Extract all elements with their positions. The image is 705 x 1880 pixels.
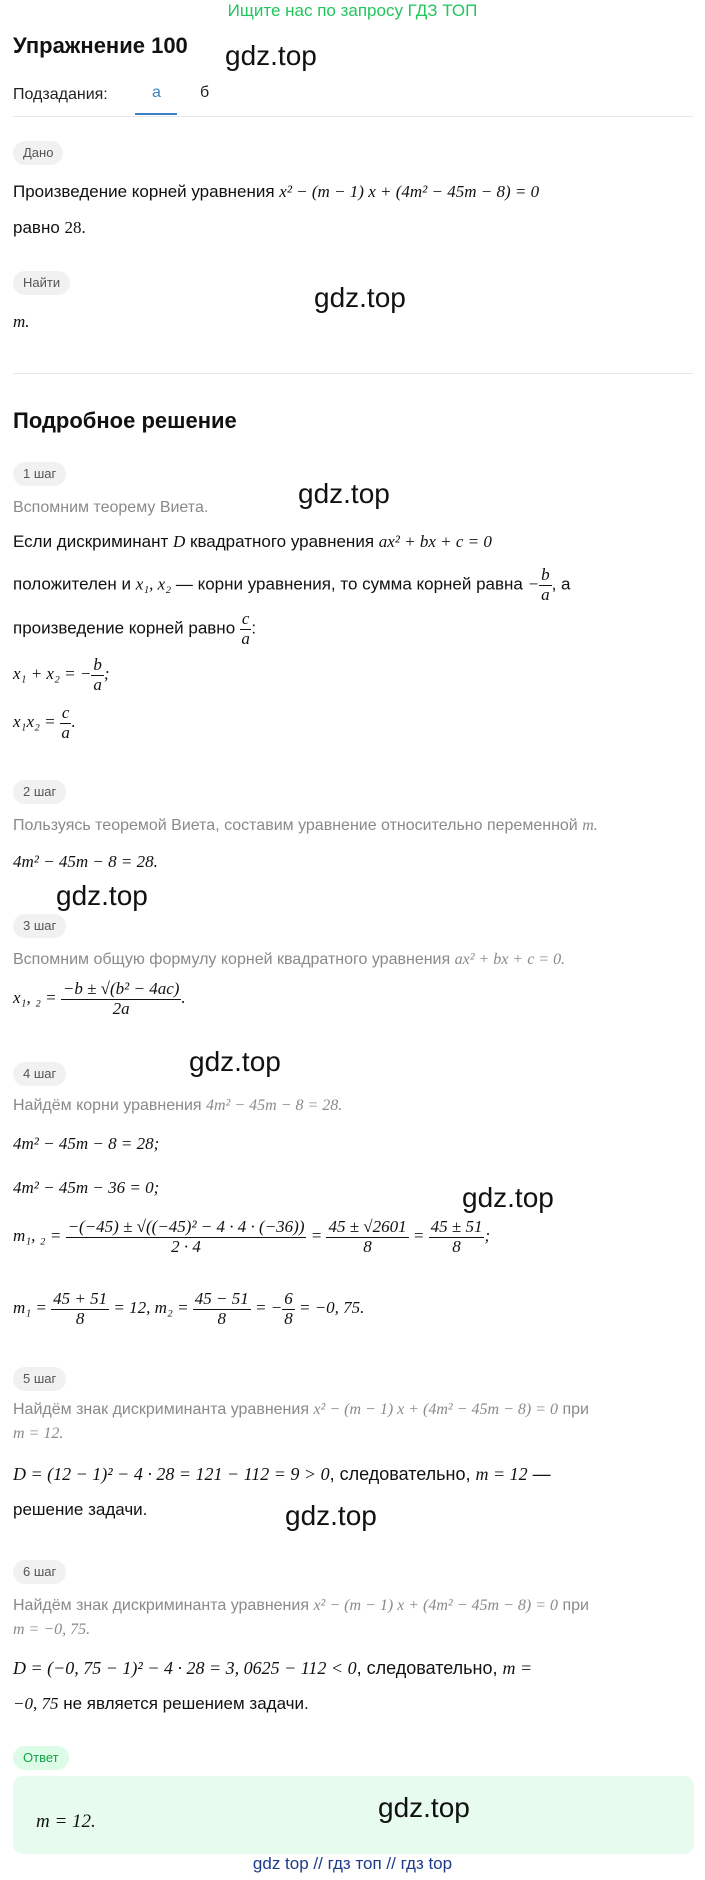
- step-2-equation: 4m² − 45m − 8 = 28.: [13, 852, 158, 871]
- step-5-line-2: решение задачи.: [13, 1500, 148, 1519]
- step-3-pill: 3 шаг: [13, 914, 66, 938]
- step-5-pill: 5 шаг: [13, 1367, 66, 1391]
- denominator: 8: [75, 1308, 85, 1328]
- step-1-para-3: [13, 610, 256, 648]
- top-banner: Ищите нас по запросу ГДЗ ТОП: [227, 1, 478, 20]
- math: m₁, ₂ =: [13, 1226, 66, 1246]
- math: x² − (m − 1) x + (4m² − 45m − 8) = 0: [313, 1597, 558, 1614]
- step-1-pill: 1 шаг: [13, 462, 66, 486]
- numerator: 6: [284, 1289, 293, 1308]
- text: —: [527, 1464, 551, 1484]
- fraction: [326, 1218, 408, 1256]
- numerator: b: [93, 655, 102, 674]
- watermark: gdz.top: [225, 40, 317, 71]
- given-equation: x² − (m − 1) x + (4m² − 45m − 8) = 0: [279, 182, 540, 201]
- step-4-pill: 4 шаг: [13, 1062, 66, 1086]
- numerator: −b ± √(b² − 4ac): [62, 979, 180, 998]
- text: Найдём знак дискриминанта уравнения: [13, 1597, 314, 1614]
- tab-b[interactable]: б: [200, 84, 210, 101]
- step-2-hint: [13, 814, 598, 838]
- text: Найдём знак дискриминанта уравнения: [13, 1401, 314, 1418]
- denominator: 8: [284, 1308, 293, 1328]
- math: m.: [582, 817, 598, 834]
- math: =: [306, 1226, 327, 1246]
- text: при: [558, 1597, 589, 1614]
- denominator: 2a: [112, 998, 130, 1018]
- watermark: gdz.top: [189, 1046, 281, 1077]
- math: x₁x₂ =: [13, 712, 60, 732]
- text: произведение корней равно: [13, 618, 240, 638]
- math: m = 12.: [13, 1425, 64, 1442]
- given-value: 28.: [64, 218, 86, 237]
- math: m = −0, 75.: [13, 1621, 91, 1638]
- math: 4m² − 45m − 8 = 28.: [206, 1097, 343, 1114]
- tab-active-underline: [135, 113, 177, 115]
- given-line-2: [13, 216, 86, 240]
- math: −0, 75: [13, 1694, 59, 1713]
- find-pill: Найти: [13, 271, 70, 295]
- step-6-hint: [13, 1594, 693, 1642]
- math: x₁, ₂ =: [13, 988, 61, 1008]
- fraction: [240, 610, 252, 648]
- solution-heading: Подробное решение: [13, 408, 237, 433]
- numerator: c: [61, 703, 70, 722]
- numerator: 45 ± 51: [430, 1217, 483, 1236]
- step-4-hint: [13, 1094, 342, 1118]
- fraction: [91, 656, 104, 694]
- denominator: 2 · 4: [171, 1236, 201, 1256]
- math: x² − (m − 1) x + (4m² − 45m − 8) = 0: [313, 1401, 558, 1418]
- step-3-formula: [13, 980, 186, 1018]
- math: ;: [103, 664, 110, 684]
- math: −: [527, 574, 540, 594]
- fraction: [429, 1218, 485, 1256]
- watermark: gdz.top: [378, 1792, 470, 1823]
- step-4-eq-2: 4m² − 45m − 36 = 0;: [13, 1178, 160, 1197]
- given-text-2: равно: [13, 218, 65, 237]
- step-2-pill: 2 шаг: [13, 780, 66, 804]
- fraction: [66, 1218, 307, 1256]
- denominator: a: [93, 674, 102, 694]
- answer-box: [13, 1776, 694, 1854]
- subtasks-label: Подзадания:: [13, 86, 108, 103]
- step-6-line-2: [13, 1692, 309, 1716]
- step-4-eq-1: 4m² − 45m − 8 = 28;: [13, 1134, 160, 1153]
- denominator: a: [541, 584, 550, 604]
- denominator: a: [241, 628, 250, 648]
- fraction: [282, 1290, 295, 1328]
- text: Пользуясь теоремой Виета, составим уравнение относительно переменной: [13, 817, 583, 834]
- math: = 12, m₂ =: [109, 1298, 193, 1318]
- math: D = (12 − 1)² − 4 · 28 = 121 − 112 = 9 > 0: [13, 1464, 330, 1484]
- divider: [13, 373, 693, 374]
- step-5-line-1: [13, 1462, 551, 1486]
- math: m =: [502, 1658, 533, 1678]
- denominator: 8: [452, 1236, 461, 1256]
- math: D: [173, 532, 186, 551]
- step-6-pill: 6 шаг: [13, 1560, 66, 1584]
- step-4-eq-4: [13, 1290, 364, 1328]
- answer-value: m = 12.: [36, 1811, 96, 1832]
- text: не является решением задачи.: [58, 1694, 309, 1713]
- step-3-hint: [13, 948, 565, 972]
- numerator: b: [541, 565, 550, 584]
- math: = −0, 75.: [294, 1298, 365, 1318]
- text: квадратного уравнения: [185, 532, 379, 551]
- denominator: 8: [363, 1236, 372, 1256]
- math: .: [71, 712, 76, 732]
- find-value: m.: [13, 312, 30, 331]
- numerator: 45 + 51: [53, 1289, 108, 1308]
- given-line-1: [13, 180, 539, 204]
- text: , а: [551, 574, 571, 594]
- text: — корни уравнения, то сумма корней равна: [171, 574, 528, 594]
- given-text: Произведение корней уравнения: [13, 182, 280, 201]
- step-1-para-1: [13, 530, 492, 554]
- step-1-hint: Вспомним теорему Виета.: [13, 499, 209, 516]
- math: D = (−0, 75 − 1)² − 4 · 28 = 3, 0625 − 112 < 0: [13, 1658, 357, 1678]
- divider: [13, 116, 693, 117]
- fraction: [51, 1290, 109, 1328]
- denominator: 8: [217, 1308, 227, 1328]
- watermark: gdz.top: [462, 1182, 554, 1213]
- math: ;: [484, 1226, 491, 1246]
- watermark: gdz.top: [285, 1500, 377, 1531]
- given-pill: Дано: [13, 141, 63, 165]
- math: = −: [250, 1298, 283, 1318]
- fraction: [60, 704, 72, 742]
- numerator: c: [241, 609, 250, 628]
- text: :: [251, 618, 257, 638]
- step-4-eq-3: [13, 1218, 490, 1256]
- watermark: gdz.top: [298, 478, 390, 509]
- text: , следовательно,: [356, 1658, 503, 1678]
- watermark: gdz.top: [314, 282, 406, 313]
- denominator: a: [61, 722, 70, 742]
- text: Вспомним общую формулу корней квадратного уравнения: [13, 951, 455, 968]
- numerator: −(−45) ± √((−45)² − 4 · 4 · (−36)): [67, 1217, 305, 1236]
- step-1-para-2: [13, 566, 571, 604]
- math: m₁ =: [13, 1298, 52, 1318]
- math: ax² + bx + c = 0.: [454, 951, 566, 968]
- text: положителен и: [13, 574, 136, 594]
- math: ax² + bx + c = 0: [378, 532, 492, 551]
- text: при: [558, 1401, 589, 1418]
- math: .: [181, 988, 186, 1008]
- step-1-formula-2: [13, 704, 76, 742]
- math: x₁, x₂: [135, 574, 172, 594]
- step-1-formula-1: [13, 656, 110, 694]
- math: m = 12: [475, 1464, 528, 1484]
- text: Найдём корни уравнения: [13, 1097, 206, 1114]
- fraction: [539, 566, 552, 604]
- numerator: 45 ± √2601: [328, 1217, 407, 1236]
- watermark: gdz.top: [56, 880, 148, 911]
- fraction: [61, 980, 182, 1018]
- math: =: [408, 1226, 429, 1246]
- math: x₁ + x₂ = −: [13, 664, 92, 684]
- fraction: [193, 1290, 251, 1328]
- footer-links[interactable]: gdz top // гдз топ // гдз top: [252, 1854, 453, 1873]
- step-5-hint: [13, 1398, 693, 1446]
- answer-pill: Ответ: [13, 1746, 69, 1770]
- text: Если дискриминант: [13, 532, 174, 551]
- step-6-line-1: [13, 1656, 532, 1680]
- numerator: 45 − 51: [194, 1289, 249, 1308]
- text: , следовательно,: [329, 1464, 476, 1484]
- tab-a[interactable]: а: [152, 84, 161, 101]
- page-title: Упражнение 100: [13, 33, 188, 58]
